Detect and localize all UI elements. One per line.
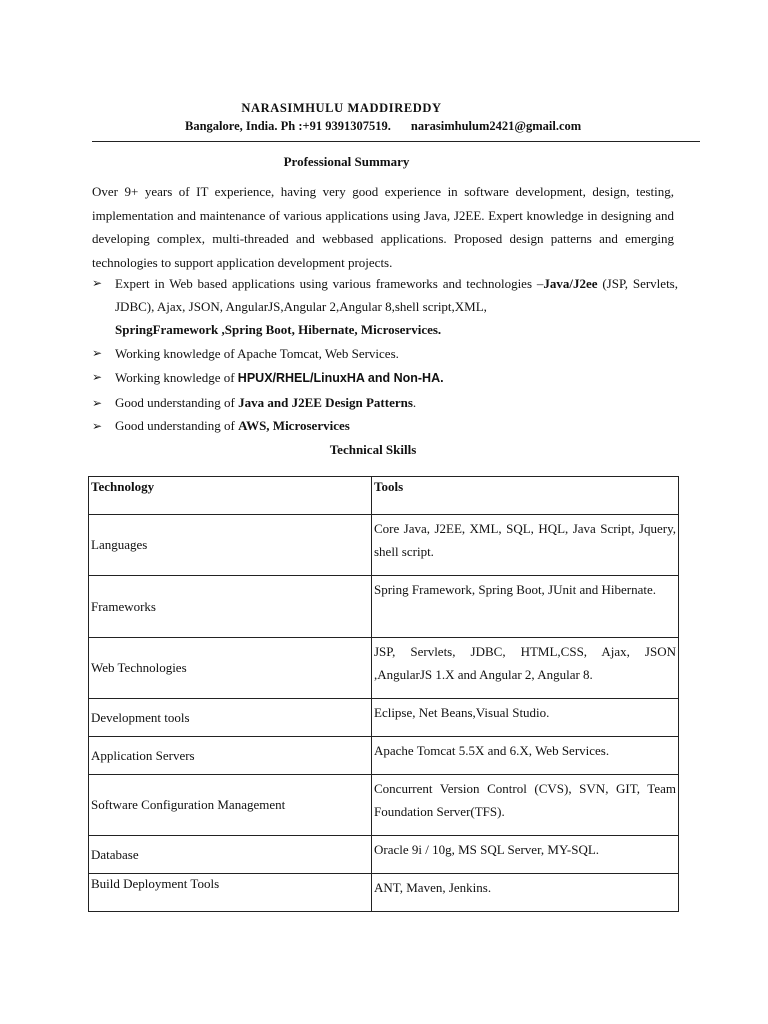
table-row [89,576,679,638]
technology-cell: Development tools [89,699,372,737]
tools-cell: Eclipse, Net Beans,Visual Studio. [372,699,679,737]
bullet-text: Working knowledge of [115,370,238,385]
table-row [89,836,679,874]
technical-skills-heading: Technical Skills [329,442,417,457]
bullet-text: Working knowledge of Apache Tomcat, Web Services. [115,346,399,361]
bullet-bold-text: HPUX/RHEL/LinuxHA and Non-HA. [237,371,444,385]
location-phone: Bangalore, India. Ph :+91 9391307519. [185,119,391,133]
column-header-technology: Technology [89,477,372,515]
tools-cell: Core Java, J2EE, XML, SQL, HQL, Java Script, Jquery, shell script. [372,515,679,576]
table-row [89,638,679,699]
technology-cell: Frameworks [89,576,372,638]
technology-cell: Build Deployment Tools [89,874,372,912]
tools-cell: Concurrent Version Control (CVS), SVN, GIT, Team Foundation Server(TFS). [372,775,679,836]
candidate-name: NARASIMHULU MADDIREDDY [241,101,442,115]
tools-cell: JSP, Servlets, JDBC, HTML,CSS, Ajax, JSON ,AngularJS 1.X and Angular 2, Angular 8. [372,638,679,699]
skills-table [88,476,679,912]
table-row [89,775,679,836]
summary-paragraph [92,180,674,274]
bullet-text: Expert in Web based applications using various frameworks and technologies – [115,276,544,291]
table-row [89,699,679,737]
bullet-text-rest: . [412,395,417,410]
arrow-bullet-icon: ➢ [92,346,103,360]
contact-line [185,119,581,134]
technology-cell: Application Servers [89,737,372,775]
list-item [92,391,678,415]
table-row [89,737,679,775]
list-item [92,365,678,391]
column-header-tools: Tools [372,477,679,515]
list-item [92,415,678,437]
bullet-bold-text: AWS, Microservices [238,418,350,433]
email-address: narasimhulum2421@gmail.com [410,119,582,133]
arrow-bullet-icon: ➢ [92,419,103,433]
technology-cell: Software Configuration Management [89,775,372,836]
technology-cell: Languages [89,515,372,576]
technology-cell: Web Technologies [89,638,372,699]
summary-heading: Professional Summary [283,154,410,169]
summary-bullet-list [92,272,678,437]
bullet-text-rest: (JSP, Servlets, JDBC), Ajax, JSON, AngularJS,Angular 2,Angular 8,shell script,XML, [115,276,678,314]
tools-cell: Apache Tomcat 5.5X and 6.X, Web Services. [372,737,679,775]
table-row [89,515,679,576]
tools-cell: Spring Framework, Spring Boot, JUnit and Hibernate. [372,576,679,638]
header-divider [92,141,700,142]
tools-cell: ANT, Maven, Jenkins. [372,874,679,912]
bullet-bold-text: Java and J2EE Design Patterns [238,395,413,410]
bullet-bold-text-2: SpringFramework ,Spring Boot, Hibernate, Microservices. [115,322,442,337]
bullet-text: Good understanding of [115,395,239,410]
arrow-bullet-icon: ➢ [92,396,103,410]
table-row [89,874,679,912]
tools-cell: Oracle 9i / 10g, MS SQL Server, MY-SQL. [372,836,679,874]
summary-text: Over 9+ years of IT experience, having very good experience in software development, design, testing, implementation and maintenance of various applications using Java, J2EE. Expert knowledge in designing and developing complex, multi-threaded and webbased applications. Proposed design patterns and emerging technologies to support application development projects. [92,184,674,270]
list-item [92,342,678,365]
table-header-row [89,477,679,515]
bullet-text: Good understanding of [115,418,239,433]
list-item [92,272,678,341]
technology-cell: Database [89,836,372,874]
arrow-bullet-icon: ➢ [92,370,103,384]
arrow-bullet-icon: ➢ [92,276,103,290]
bullet-bold-text: Java/J2ee [543,276,598,291]
